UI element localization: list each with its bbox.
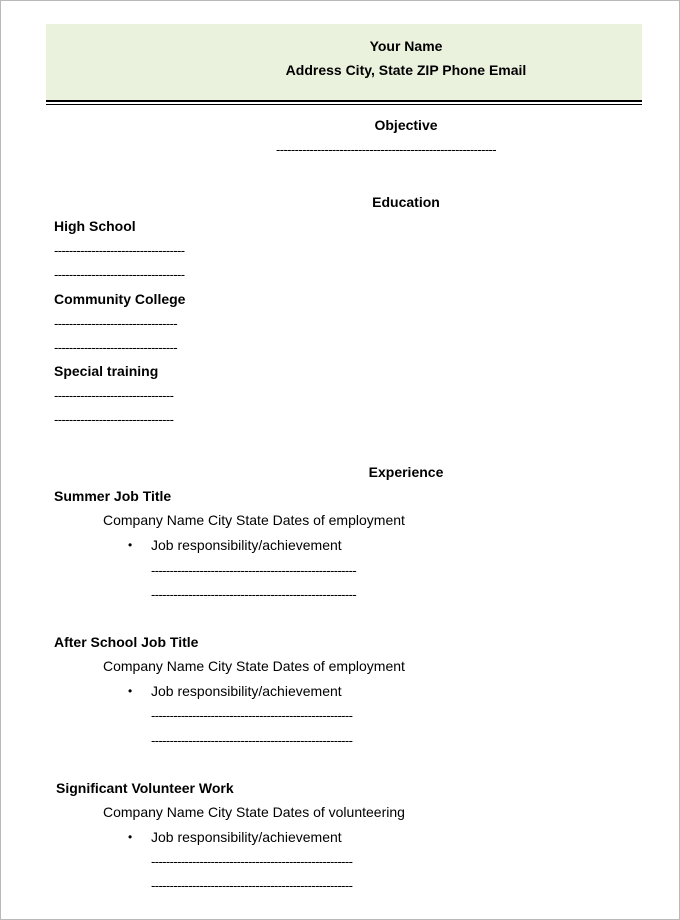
special-training-line-1: --------------------------------: [54, 389, 174, 403]
volunteer-line-2: ------------------------------------------------------: [151, 879, 353, 893]
high-school-line-1: -----------------------------------: [54, 244, 185, 258]
after-school-job-title: After School Job Title: [54, 634, 199, 650]
high-school-title: High School: [54, 218, 136, 234]
objective-line: -----------------------------------------------------------: [276, 143, 497, 157]
contact-line: Address City, State ZIP Phone Email: [285, 62, 527, 78]
special-training-line-2: --------------------------------: [54, 413, 174, 427]
experience-heading: Experience: [368, 464, 444, 480]
summer-bullet-icon: •: [128, 538, 133, 552]
header-rule-thick: [46, 100, 642, 102]
summer-job-company: Company Name City State Dates of employment: [103, 512, 405, 528]
volunteer-company: Company Name City State Dates of volunteering: [103, 804, 405, 820]
objective-heading: Objective: [374, 117, 438, 133]
community-college-title: Community College: [54, 291, 186, 307]
summer-job-title: Summer Job Title: [54, 488, 172, 504]
after-school-job-line-1: ------------------------------------------------------: [151, 709, 353, 723]
after-school-job-company: Company Name City State Dates of employment: [103, 658, 405, 674]
volunteer-bullet-icon: •: [128, 830, 133, 844]
education-heading: Education: [372, 194, 440, 210]
name-heading: Your Name: [369, 38, 443, 54]
special-training-title: Special training: [54, 363, 159, 379]
summer-job-line-1: -------------------------------------------------------: [151, 564, 357, 578]
volunteer-responsibility: Job responsibility/achievement: [151, 829, 342, 845]
volunteer-line-1: ------------------------------------------------------: [151, 855, 353, 869]
community-college-line-1: ---------------------------------: [54, 317, 178, 331]
after-school-bullet-icon: •: [128, 684, 133, 698]
header-rule-thin: [46, 104, 642, 105]
summer-job-responsibility: Job responsibility/achievement: [151, 537, 342, 553]
after-school-job-responsibility: Job responsibility/achievement: [151, 683, 342, 699]
high-school-line-2: -----------------------------------: [54, 268, 185, 282]
summer-job-line-2: -------------------------------------------------------: [151, 588, 357, 602]
volunteer-title: Significant Volunteer Work: [56, 780, 234, 796]
community-college-line-2: ---------------------------------: [54, 341, 178, 355]
after-school-job-line-2: ------------------------------------------------------: [151, 734, 353, 748]
